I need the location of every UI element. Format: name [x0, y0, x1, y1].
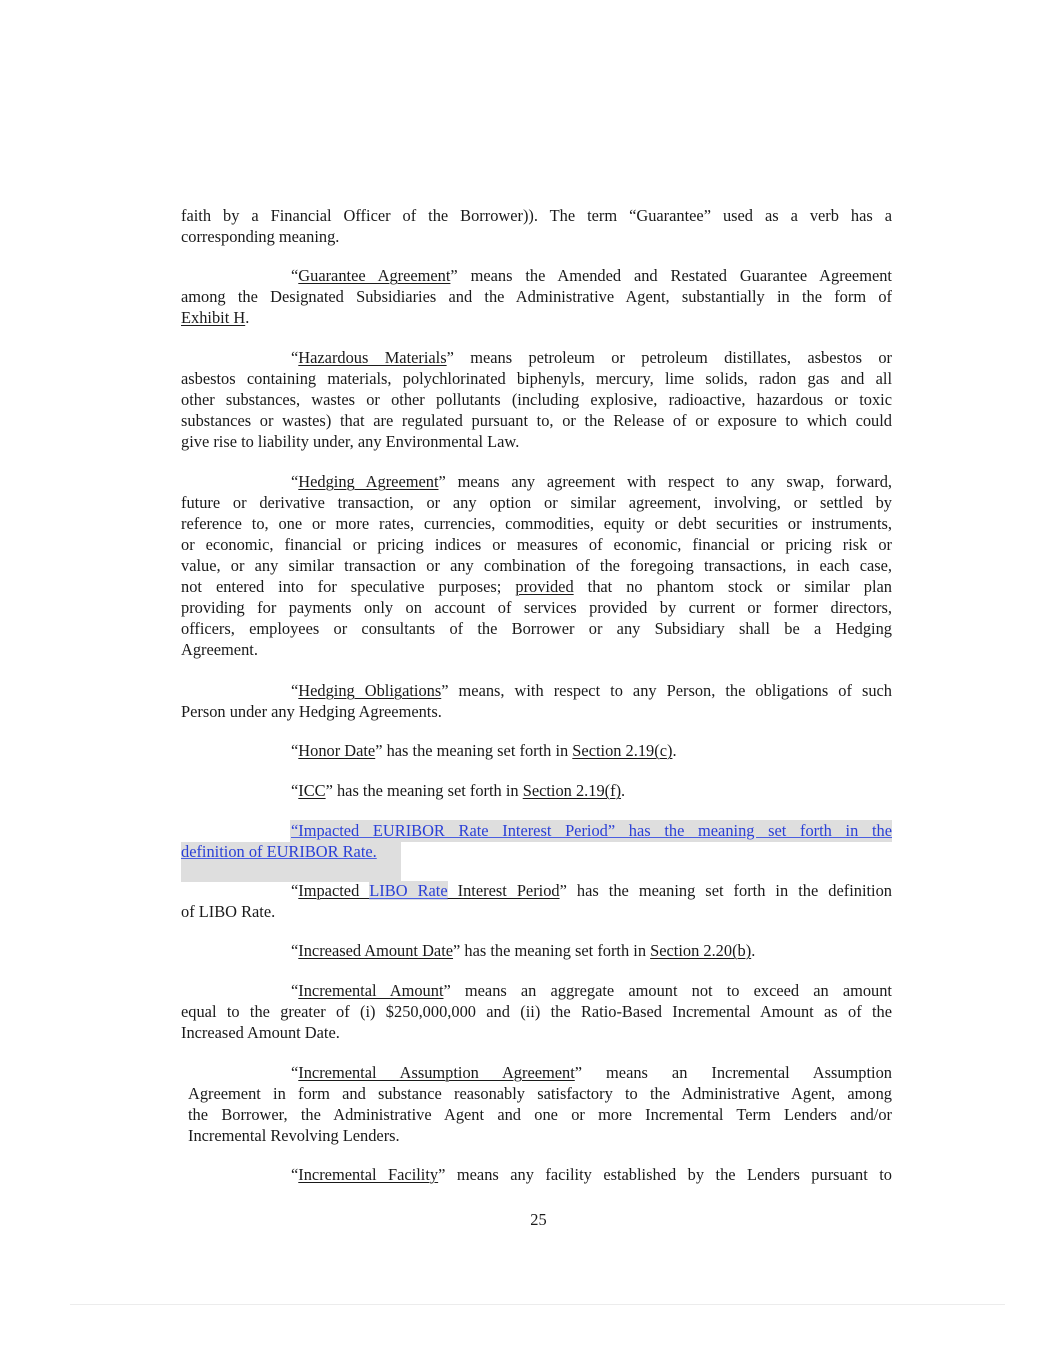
- section-reference: Section 2.19(c): [572, 741, 673, 760]
- text-line: the Borrower, the Administrative Agent and one or more Incremental Term Lenders and/or: [188, 1105, 892, 1124]
- page-number: 25: [530, 1210, 547, 1229]
- text-line: Agreement.: [181, 640, 258, 659]
- definition-icc: “ICC” has the meaning set forth in Section 2.19(f).: [291, 781, 626, 800]
- definition-incremental-assumption-agreement: “Incremental Assumption Agreement” means an Incremental Assumption Agreement in form and substance reasonably satisfactory to the Administrative Agent, among the Borrower, the Administrative Agent and one or more Incremental Term Lenders and/or Incremental Revolving Lenders.: [188, 1063, 892, 1145]
- definition-incremental-facility: “Incremental Facility” means any facility established by the Lenders pursuant to: [291, 1165, 892, 1184]
- defined-term: Honor Date: [298, 741, 376, 760]
- definition-increased-amount-date: “Increased Amount Date” has the meaning set forth in Section 2.20(b).: [291, 941, 756, 960]
- defined-term: Hedging Agreement: [298, 472, 439, 491]
- section-reference: Section 2.20(b): [650, 941, 752, 960]
- text-line: Increased Amount Date.: [181, 1023, 340, 1042]
- defined-term: Incremental Facility: [298, 1165, 439, 1184]
- text-line: Person under any Hedging Agreements.: [181, 702, 442, 721]
- definition-hedging-agreement: “Hedging Agreement” means any agreement with respect to any swap, forward, future or derivative transaction, or any option or similar agreement, involving, or settled by reference to, one or more rates, currencies, commodities, equity or debt securities or instruments, or economic, financial or pricing indices or measures of economic, financial or pricing risk or value, or any similar transaction or any combination of the foregoing transactions, in each case, not entered into for speculative purposes; provided that no phantom stock or similar plan providing for payments only on account of services provided by current or former directors, officers, employees or consultants of the Borrower or any Subsidiary shall be a Hedging Agreement.: [181, 472, 893, 659]
- text-line: Agreement in form and substance reasonably satisfactory to the Administrative Agent, among: [188, 1084, 892, 1103]
- defined-term: Guarantee Agreement: [298, 266, 451, 285]
- text-line: reference to, one or more rates, currencies, commodities, equity or debt securities or instruments,: [181, 514, 892, 533]
- text-line: equal to the greater of (i) $250,000,000 and (ii) the Ratio-Based Incremental Amount as of the: [181, 1002, 892, 1021]
- defined-term: Increased Amount Date: [298, 941, 454, 960]
- defined-term: Impacted LIBO Rate Interest Period: [298, 881, 560, 900]
- text-line: other substances, wastes or other pollutants (including explosive, radioactive, hazardous or toxic: [181, 390, 892, 409]
- defined-term: Hazardous Materials: [298, 348, 447, 367]
- definition-impacted-libo-rate-interest-period: “Impacted LIBO Rate Interest Period” has the meaning set forth in the definition of LIBO Rate.: [181, 881, 892, 921]
- text-line: asbestos containing materials, polychlorinated biphenyls, mercury, lime solids, radon gas and all: [181, 369, 892, 388]
- inserted-text-line: “Impacted EURIBOR Rate Interest Period” has the meaning set forth in the: [291, 821, 892, 840]
- exhibit-h-reference: Exhibit H: [181, 308, 246, 327]
- provided-term: provided: [515, 577, 574, 596]
- definition-guarantee-agreement: “Guarantee Agreement” means the Amended and Restated Guarantee Agreement among the Designated Subsidiaries and the Administrative Agent, substantially in the form of Exhibit H.: [181, 266, 892, 327]
- defined-term: ICC: [298, 781, 326, 800]
- text-line: providing for payments only on account of services provided by current or former directors,: [181, 598, 892, 617]
- inserted-text-line: definition of EURIBOR Rate.: [181, 842, 377, 861]
- text-line: substances or wastes) that are regulated pursuant to, or the Release of or exposure to which could: [181, 411, 892, 430]
- definition-incremental-amount: “Incremental Amount” means an aggregate amount not to exceed an amount equal to the greater of (i) $250,000,000 and (ii) the Ratio-Based Incremental Amount as of the Increased Amount Date.: [181, 981, 892, 1042]
- text-line: officers, employees or consultants of the Borrower or any Subsidiary shall be a Hedging: [181, 619, 892, 638]
- defined-term: Incremental Assumption Agreement: [298, 1063, 575, 1082]
- definition-hazardous-materials: “Hazardous Materials” means petroleum or petroleum distillates, asbestos or asbestos containing materials, polychlorinated biphenyls, mercury, lime solids, radon gas and all other substances, wastes or other pollutants (including explosive, radioactive, hazardous or toxic substances or wastes) that are regulated pursuant to, or the Release of or exposure to which could give rise to liability under, any Environmental Law.: [181, 348, 892, 451]
- text-line: value, or any similar transaction or any combination of the foregoing transactions, in each case,: [181, 556, 892, 575]
- text-line: corresponding meaning.: [181, 227, 340, 246]
- text-line: faith by a Financial Officer of the Borrower)). The term “Guarantee” used as a verb has a: [181, 206, 892, 225]
- text-line: among the Designated Subsidiaries and the Administrative Agent, substantially in the form of: [181, 287, 892, 306]
- defined-term: Incremental Amount: [298, 981, 444, 1000]
- text-line: Incremental Revolving Lenders.: [188, 1126, 400, 1145]
- definition-hedging-obligations: “Hedging Obligations” means, with respect to any Person, the obligations of such Person under any Hedging Agreements.: [181, 681, 892, 721]
- inserted-text: LIBO Rate: [369, 881, 448, 900]
- text-line: of LIBO Rate.: [181, 902, 276, 921]
- definition-honor-date: “Honor Date” has the meaning set forth in Section 2.19(c).: [291, 741, 677, 760]
- text-line: future or derivative transaction, or any option or similar agreement, involving, or settled by: [181, 493, 892, 512]
- section-reference: Section 2.19(f): [522, 781, 622, 800]
- paragraph-guarantee-continuation: [181, 205, 892, 247]
- footer-divider: [70, 1304, 1005, 1305]
- text-line: or economic, financial or pricing indices or measures of economic, financial or pricing risk or: [181, 535, 892, 554]
- definition-impacted-euribor-rate-interest-period: [181, 820, 892, 862]
- text-line: give rise to liability under, any Environmental Law.: [181, 432, 520, 451]
- defined-term: Hedging Obligations: [298, 681, 442, 700]
